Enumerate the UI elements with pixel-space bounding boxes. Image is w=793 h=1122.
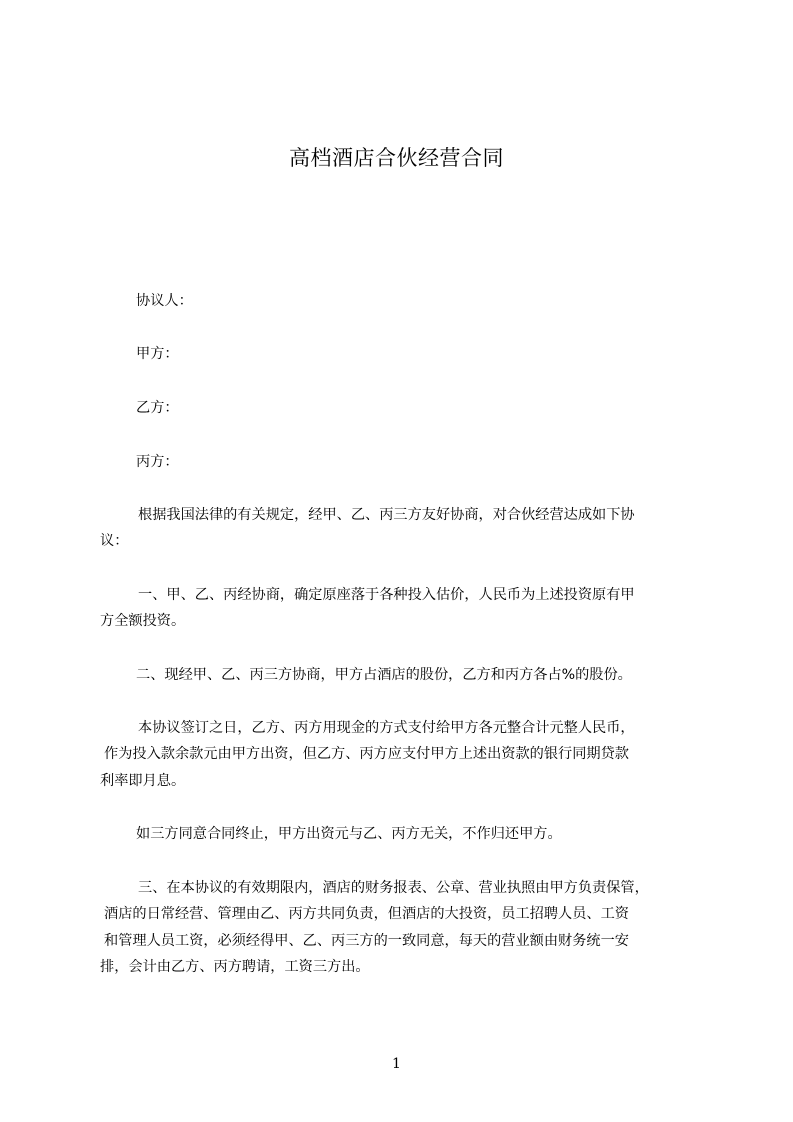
paragraph-line: 排，会计由乙方、丙方聘请，工资三方出。 — [100, 959, 370, 975]
paragraph-line: 议： — [100, 533, 129, 549]
paragraph-line: 一、甲、乙、丙经协商，确定原座落于各种投入估价，人民币为上述投资原有甲 — [138, 587, 635, 603]
paragraph-line: 本协议签订之日，乙方、丙方用现金的方式支付给甲方各元整合计元整人民币， — [138, 720, 635, 736]
document-title: 高档酒店合伙经营合同 — [289, 146, 504, 170]
agreement-parties-label: 协议人： — [136, 293, 193, 309]
paragraph-line: 酒店的日常经营、管理由乙、丙方共同负责，但酒店的大投资，员工招聘人员、工资 — [104, 906, 629, 922]
paragraph-line: 三、在本协议的有效期限内，酒店的财务报表、公章、营业执照由甲方负责保管， — [138, 880, 649, 896]
paragraph-line: 如三方同意合同终止，甲方出资元与乙、丙方无关，不作归还甲方。 — [136, 826, 562, 842]
page-number: 1 — [392, 1056, 401, 1072]
paragraph-line: 作为投入款余款元由甲方出资，但乙方、丙方应支付甲方上述出资款的银行同期贷款 — [104, 746, 629, 762]
paragraph-line: 和管理人员工资，必须经得甲、乙、丙三方的一致同意，每天的营业额由财务统一安 — [104, 933, 629, 949]
paragraph-line: 根据我国法律的有关规定，经甲、乙、丙三方友好协商，对合伙经营达成如下协 — [138, 507, 635, 523]
party-b-label: 乙方： — [136, 400, 179, 416]
paragraph-line: 利率即月息。 — [100, 773, 186, 789]
paragraph-line: 方全额投资。 — [100, 613, 186, 629]
party-c-label: 丙方： — [136, 454, 179, 470]
party-a-label: 甲方： — [136, 346, 179, 362]
paragraph-line: 二、现经甲、乙、丙三方协商，甲方占酒店的股份，乙方和丙方各占%的股份。 — [136, 667, 632, 683]
